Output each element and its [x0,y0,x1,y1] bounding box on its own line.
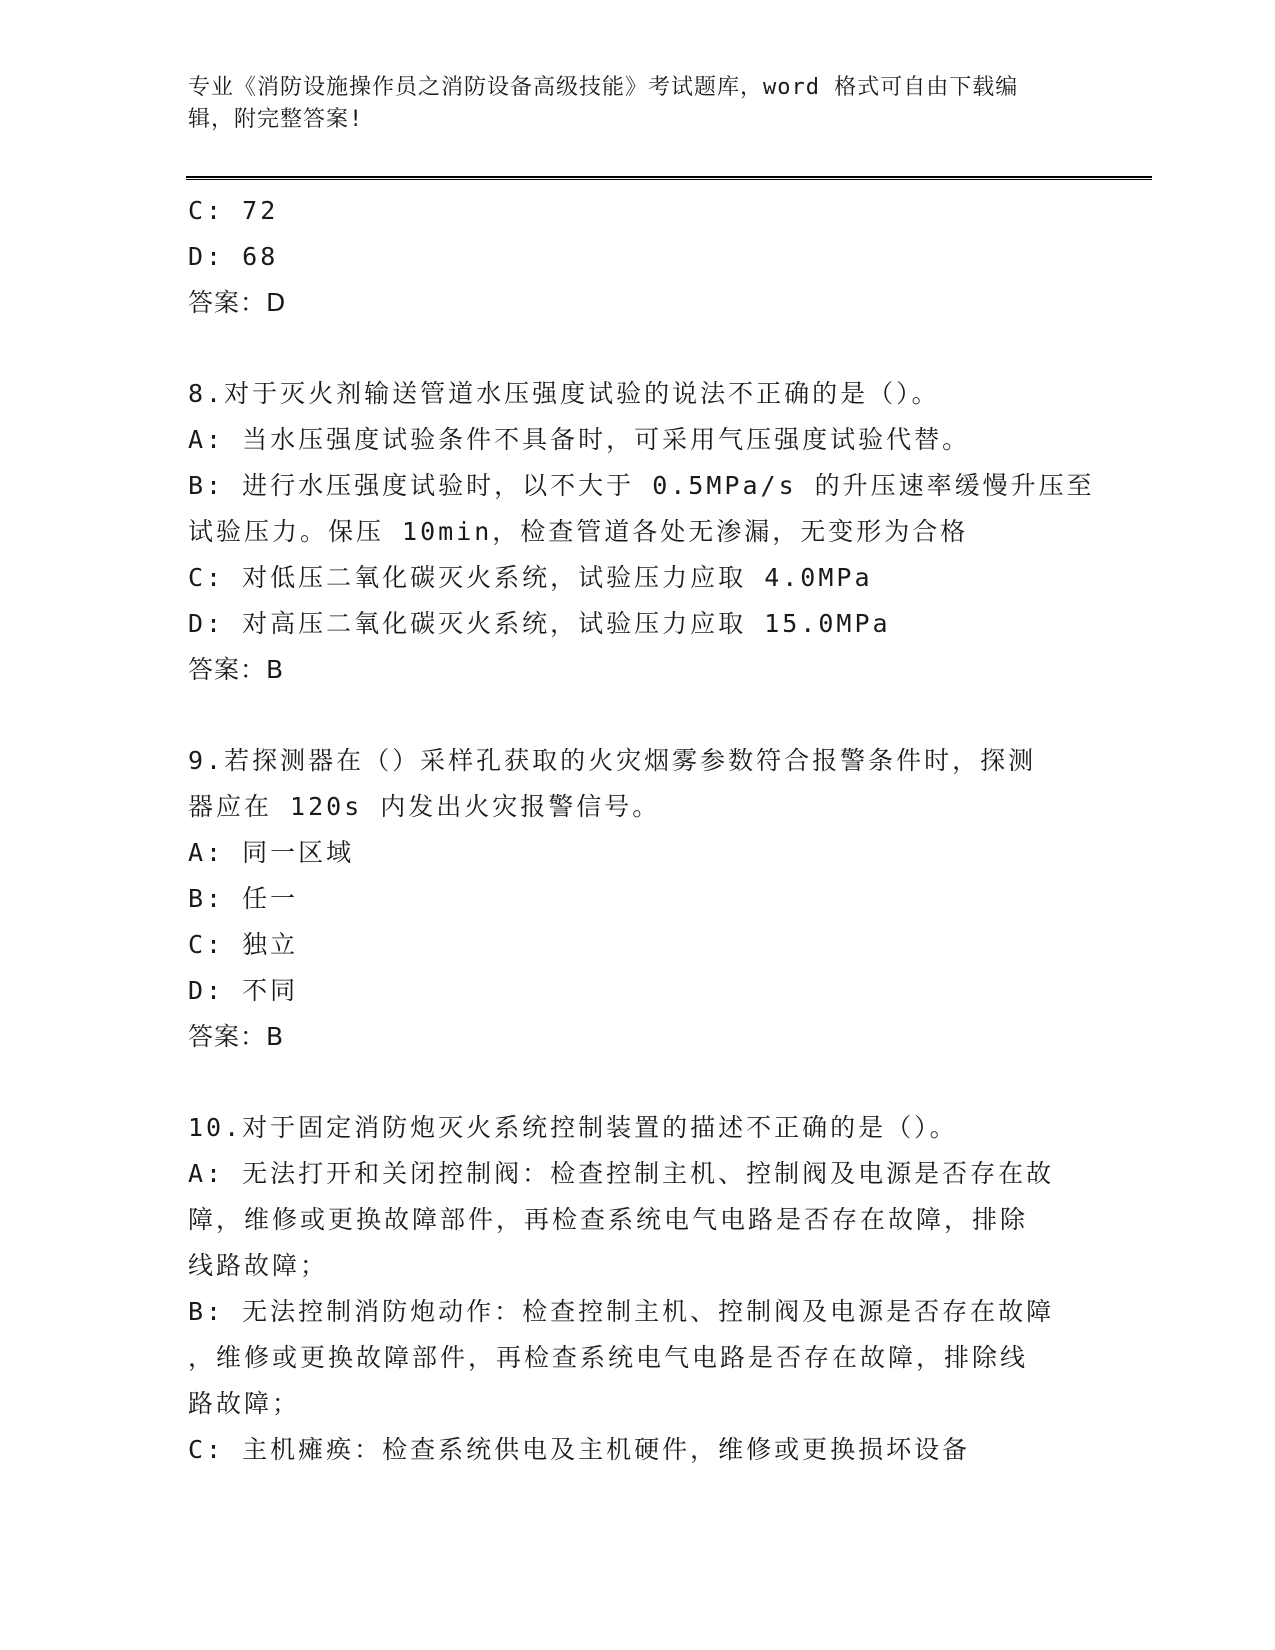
spacer [188,326,1088,371]
answer: 答案：D [188,288,287,317]
option-b-line-3: 路故障； [188,1389,301,1418]
option-a-line-2: 障，维修或更换故障部件，再检查系统电气电路是否存在故障，排除 [188,1205,1029,1234]
question-10 [188,1105,1088,1473]
option-b-line-1: B: 无法控制消防炮动作：检查控制主机、控制阀及电源是否存在故障 [188,1297,1055,1326]
document-body [188,188,1095,1473]
spacer [188,1060,1088,1105]
question-text: 8.对于灭火剂输送管道水压强度试验的说法不正确的是（）。 [188,379,940,408]
option-b-line-1: B: 进行水压强度试验时，以不大于 0.5MPa/s 的升压速率缓慢升压至 [188,471,1095,500]
option-a: A: 同一区域 [188,838,355,867]
option-d: D: 对高压二氧化碳灭火系统，试验压力应取 15.0MPa [188,609,891,638]
question-9 [188,738,1088,1060]
header-line-1: 专业《消防设施操作员之消防设备高级技能》考试题库，word 格式可自由下载编 [188,75,1019,100]
answer: 答案：B [188,1022,285,1051]
option-c: C: 72 [188,196,279,225]
option-a-line-1: A: 无法打开和关闭控制阀：检查控制主机、控制阀及电源是否存在故 [188,1159,1055,1188]
option-a-line-3: 线路故障； [188,1251,329,1280]
option-c: C: 主机瘫痪：检查系统供电及主机硬件，维修或更换损坏设备 [188,1435,971,1464]
option-c: C: 对低压二氧化碳灭火系统，试验压力应取 4.0MPa [188,563,873,592]
option-d: D: 68 [188,242,279,271]
page-header [188,72,1088,136]
option-b-line-2: 试验压力。保压 10min，检查管道各处无渗漏，无变形为合格 [188,517,969,546]
option-b: B: 任一 [188,884,299,913]
option-a: A: 当水压强度试验条件不具备时，可采用气压强度试验代替。 [188,425,971,454]
question-text: 10.对于固定消防炮灭火系统控制装置的描述不正确的是（）。 [188,1113,958,1142]
header-divider [186,176,1152,180]
answer: 答案：B [188,655,285,684]
question-8 [188,371,1095,693]
question-7-tail [188,188,1088,326]
option-d: D: 不同 [188,976,299,1005]
spacer [188,693,1088,738]
header-line-2: 辑，附完整答案! [188,107,364,132]
option-c: C: 独立 [188,930,299,959]
option-b-line-2: ，维修或更换故障部件，再检查系统电气电路是否存在故障，排除线 [188,1343,1029,1372]
question-text-line-1: 9.若探测器在（）采样孔获取的火灾烟雾参数符合报警条件时，探测 [188,746,1037,775]
question-text-line-2: 器应在 120s 内发出火灾报警信号。 [188,792,661,821]
